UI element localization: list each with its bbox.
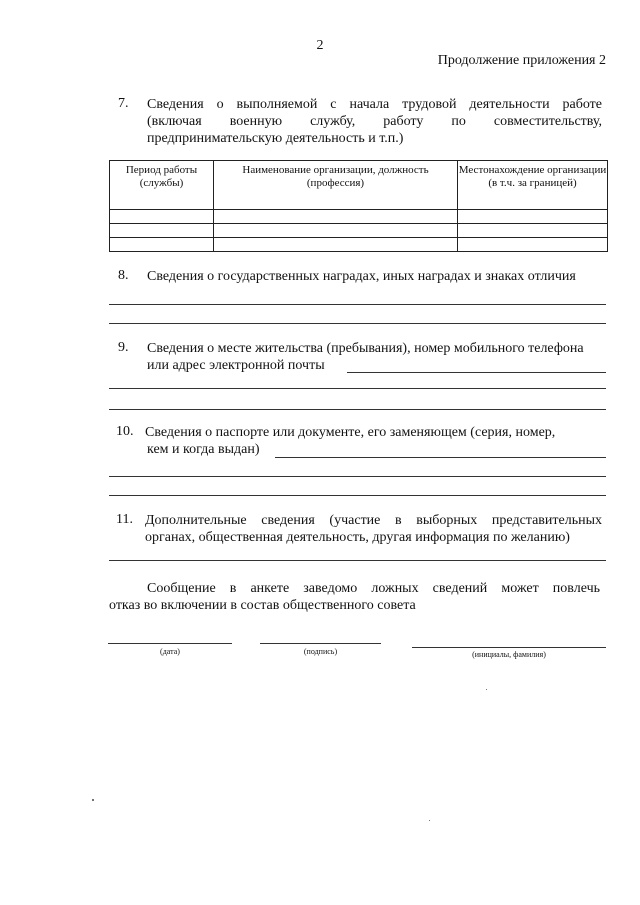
scan-speck [429, 820, 430, 821]
table-cell[interactable] [214, 210, 458, 224]
column-header-location: Местонахождение организации (в т.ч. за границей) [458, 161, 608, 210]
section-10-inline-answer-line[interactable] [275, 457, 606, 458]
section-9-title-line1: Сведения о месте жительства (пребывания), номер мобильного телефона [147, 341, 584, 356]
section-7-number: 7. [118, 96, 129, 111]
table-cell[interactable] [458, 224, 608, 238]
section-9-answer-line-1[interactable] [109, 388, 606, 389]
table-row [110, 224, 608, 238]
table-cell[interactable] [110, 224, 214, 238]
section-7-title-line1: Сведения о выполняемой с начала трудовой деятельности работе [147, 97, 602, 112]
table-cell[interactable] [214, 238, 458, 252]
section-11-title-line1: Дополнительные сведения (участие в выборных представительных [145, 513, 602, 528]
section-10-number: 10. [116, 424, 134, 439]
date-caption: (дата) [160, 647, 180, 656]
signature-caption: (подпись) [303, 647, 338, 656]
table-row [110, 210, 608, 224]
table-cell[interactable] [458, 238, 608, 252]
table-cell[interactable] [214, 224, 458, 238]
table-row [110, 238, 608, 252]
column-header-organization: Наименование организации, должность (профессия) [214, 161, 458, 210]
table-cell[interactable] [110, 210, 214, 224]
section-8-number: 8. [118, 268, 129, 283]
scan-speck [92, 799, 94, 801]
section-9-inline-answer-line[interactable] [347, 372, 606, 373]
section-8-title: Сведения о государственных наградах, иных наградах и знаках отличия [147, 269, 576, 284]
section-9-number: 9. [118, 340, 129, 355]
section-10-title-line1: Сведения о паспорте или документе, его заменяющем (серия, номер, [145, 425, 556, 440]
section-9-title-line2: или адрес электронной почты [147, 358, 325, 373]
table-cell[interactable] [458, 210, 608, 224]
name-caption: (инициалы, фамилия) [472, 650, 546, 659]
continuation-label: Продолжение приложения 2 [437, 53, 606, 68]
section-10-title-line2: кем и когда выдан) [147, 442, 260, 457]
page-number: 2 [316, 38, 324, 53]
table-cell[interactable] [110, 238, 214, 252]
section-10-answer-line-2[interactable] [109, 495, 606, 496]
name-line[interactable] [412, 647, 606, 648]
section-11-title-line2: органах, общественная деятельность, другая информация по желанию) [145, 530, 570, 545]
section-8-answer-line-2[interactable] [109, 323, 606, 324]
work-history-table [109, 160, 608, 252]
section-9-answer-line-2[interactable] [109, 409, 606, 410]
section-10-answer-line-1[interactable] [109, 476, 606, 477]
column-header-period: Период работы (службы) [110, 161, 214, 210]
section-7-title-line3: предпринимательскую деятельность и т.п.) [147, 131, 404, 146]
section-7-title-line2: (включая военную службу, работу по совместительству, [147, 114, 602, 129]
false-information-warning-line2: отказ во включении в состав общественного совета [109, 598, 416, 613]
table-header-row [110, 161, 608, 210]
signature-line[interactable] [260, 643, 381, 644]
date-line[interactable] [108, 643, 232, 644]
section-8-answer-line-1[interactable] [109, 304, 606, 305]
section-11-answer-line[interactable] [109, 560, 606, 561]
section-11-number: 11. [116, 512, 133, 527]
false-information-warning-line1: Сообщение в анкете заведомо ложных сведений может повлечь [147, 581, 600, 596]
scan-speck [486, 689, 487, 690]
